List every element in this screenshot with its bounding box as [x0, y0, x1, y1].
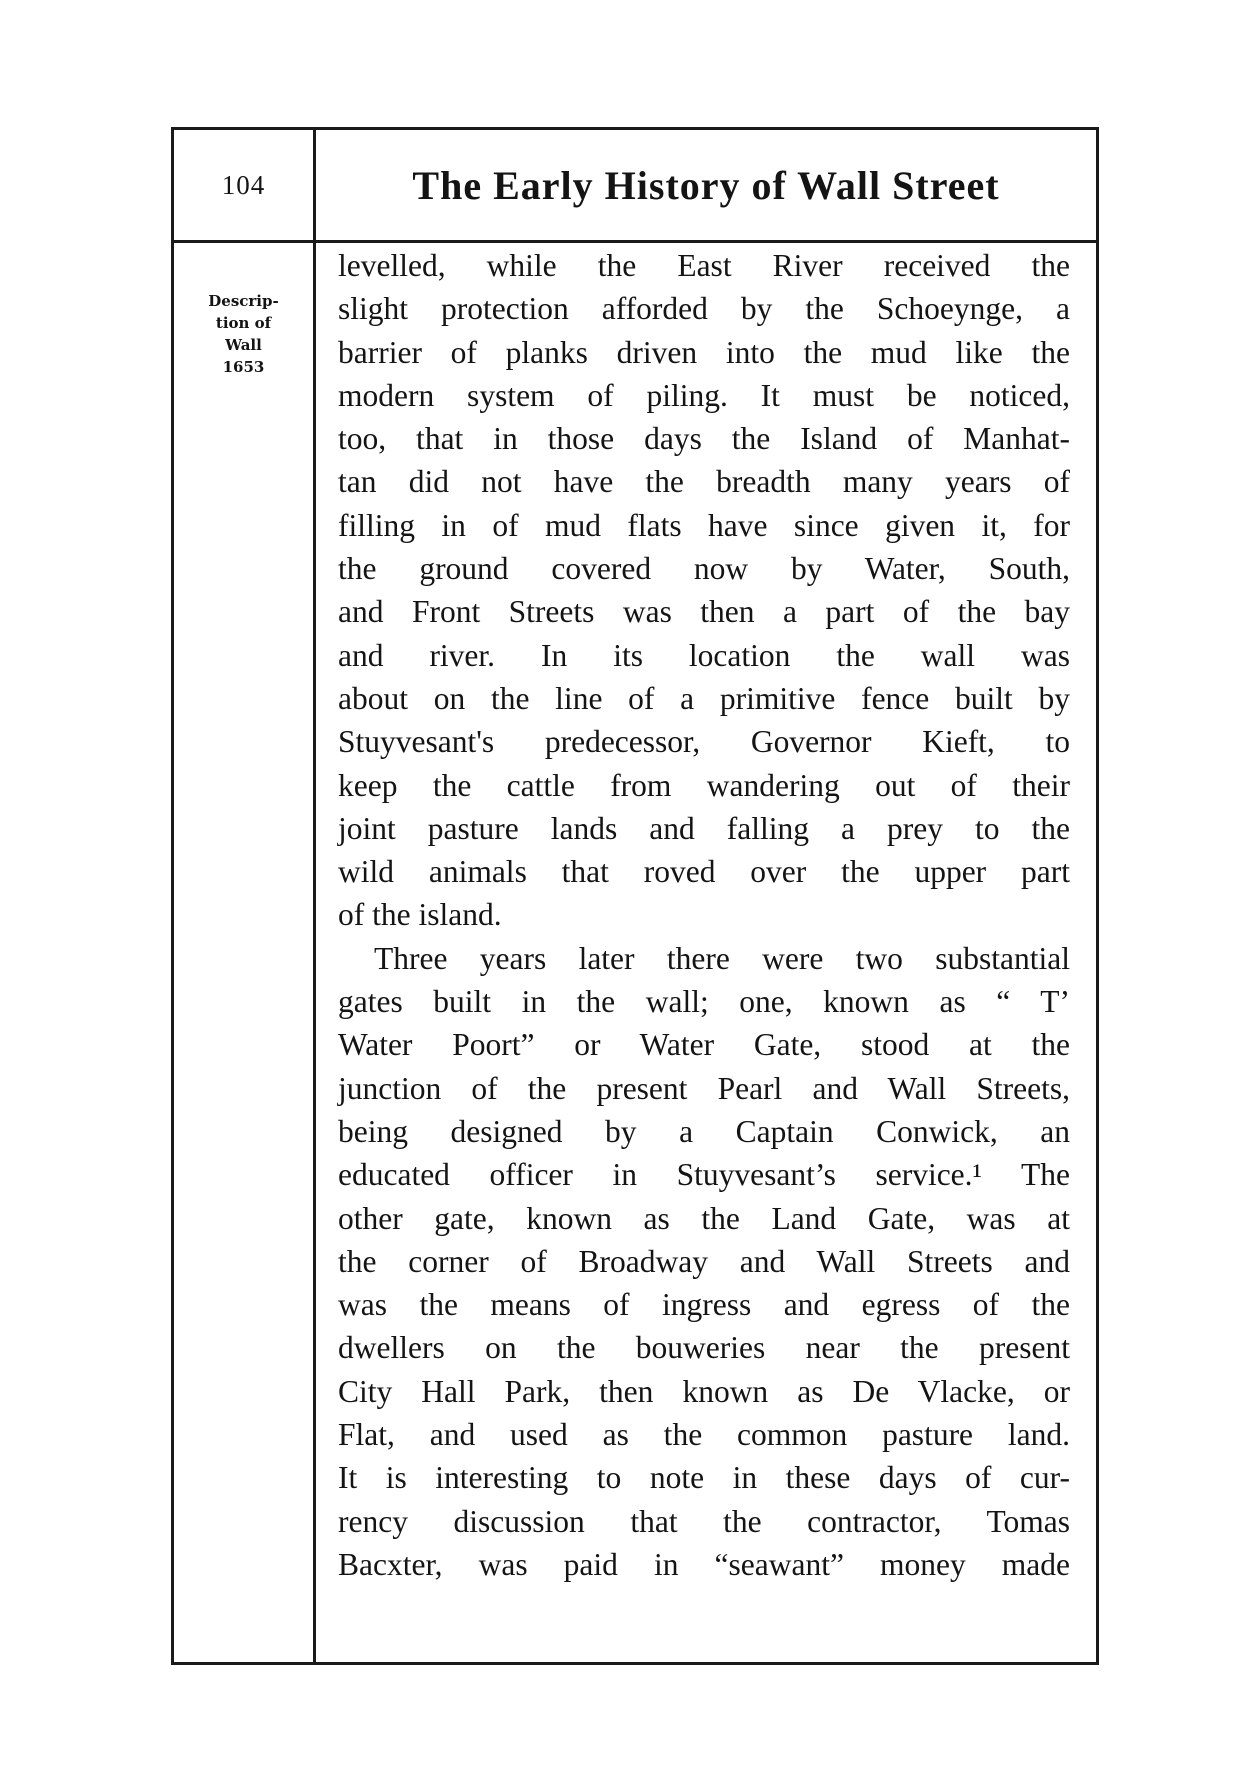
text-line: keep the cattle from wandering out of their: [338, 767, 1070, 803]
text-line: and Front Streets was then a part of the bay: [338, 594, 1070, 630]
text-line: the corner of Broadway and Wall Streets and: [338, 1243, 1070, 1279]
text-line: City Hall Park, then known as De Vlacke, or: [338, 1373, 1070, 1409]
paragraph-start-line: Three years later there were two substantial: [374, 940, 1070, 976]
text-line: It is interesting to note in these days of cur-: [338, 1460, 1070, 1496]
running-title: The Early History of Wall Street: [412, 162, 1000, 208]
text-line: junction of the present Pearl and Wall Streets,: [338, 1070, 1070, 1106]
margin-note-line: tion of: [215, 314, 272, 332]
margin-note-line: Wall: [225, 336, 262, 354]
text-line: tan did not have the breadth many years of: [338, 464, 1070, 500]
margin-column-divider: [313, 130, 316, 1662]
body-text: [338, 244, 1070, 1586]
margin-note-line: Descrip-: [208, 292, 279, 310]
text-line: educated officer in Stuyvesant’s service.¹ The: [338, 1157, 1070, 1193]
text-line: Stuyvesant's predecessor, Governor Kieft, to: [338, 724, 1070, 760]
text-line: gates built in the wall; one, known as “ T’: [338, 984, 1070, 1020]
text-line: was the means of ingress and egress of the: [338, 1287, 1070, 1323]
text-line: being designed by a Captain Conwick, an: [338, 1113, 1070, 1149]
text-line: barrier of planks driven into the mud like the: [338, 334, 1070, 370]
text-line: Flat, and used as the common pasture land.: [338, 1417, 1070, 1453]
margin-note: [174, 290, 313, 378]
text-line: joint pasture lands and falling a prey to the: [338, 810, 1070, 846]
text-line: and river. In its location the wall was: [338, 637, 1070, 673]
text-line: rency discussion that the contractor, Tomas: [338, 1503, 1070, 1539]
text-line: wild animals that roved over the upper part: [338, 854, 1070, 890]
text-line: the ground covered now by Water, South,: [338, 551, 1070, 587]
text-line: slight protection afforded by the Schoeynge, a: [338, 291, 1070, 327]
text-line: modern system of piling. It must be noticed,: [338, 377, 1070, 413]
text-line: levelled, while the East River received the: [338, 248, 1070, 283]
text-line: filling in of mud flats have since given it, for: [338, 507, 1070, 543]
text-line: about on the line of a primitive fence built by: [338, 680, 1070, 716]
text-line: too, that in those days the Island of Manhat-: [338, 421, 1070, 457]
text-line: Water Poort” or Water Gate, stood at the: [338, 1027, 1070, 1063]
page-number: 104: [221, 169, 266, 200]
text-line: other gate, known as the Land Gate, was at: [338, 1200, 1070, 1236]
paragraph-end-line: of the island.: [338, 897, 502, 933]
margin-note-line: 1653: [222, 358, 265, 376]
text-line: Bacxter, was paid in “seawant” money made: [338, 1546, 1070, 1582]
text-line: dwellers on the bouweries near the present: [338, 1330, 1070, 1366]
